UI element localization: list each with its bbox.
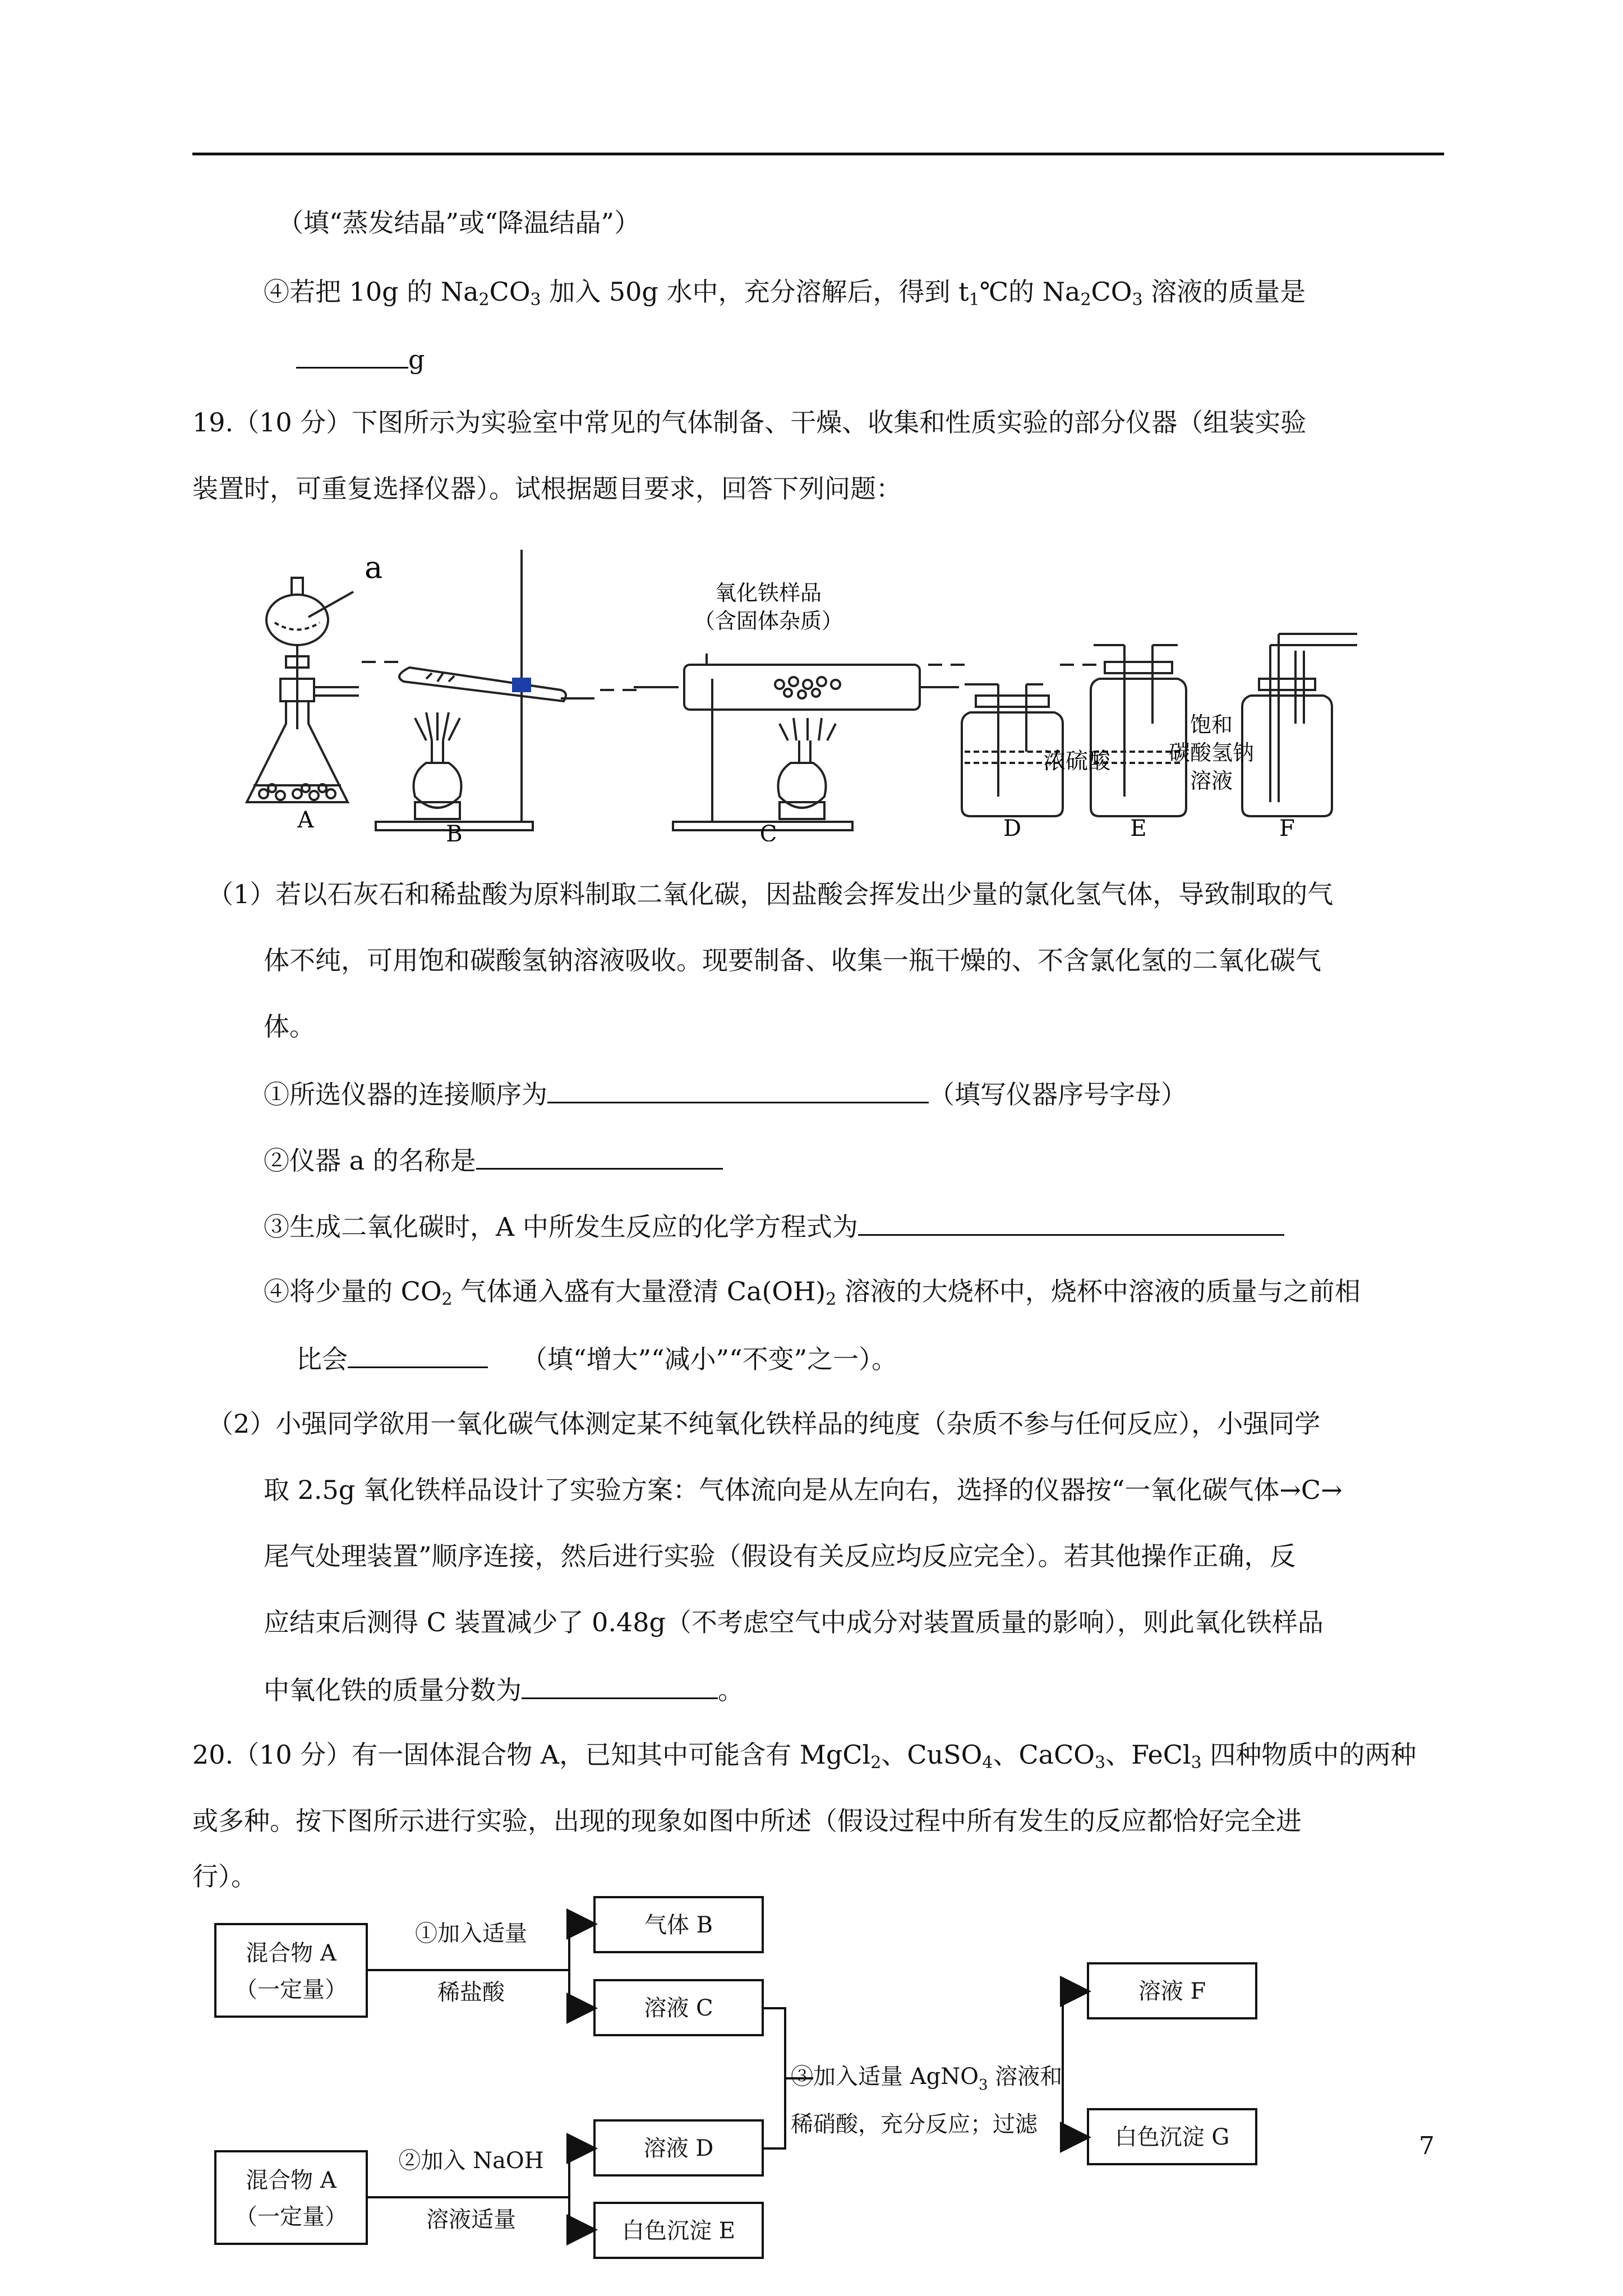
step2-label-a: ②加入 NaOH: [398, 2148, 544, 2174]
q19-p2-5: 中氧化铁的质量分数为 。: [264, 1672, 744, 1707]
apparatus-e-icon: [1091, 645, 1186, 816]
answer-blank[interactable]: [858, 1208, 1284, 1236]
bicarb-label-2: 碳酸氢钠: [1168, 740, 1255, 765]
bicarb-label-3: 溶液: [1189, 769, 1233, 793]
lab-apparatus-figure: [241, 539, 1419, 841]
apparatus-b-icon: [376, 550, 594, 830]
q19-s4-cont: 比会 （填“增大”“减小”“不变”之一）。: [296, 1341, 897, 1376]
q19-p2-4: 应结束后测得 C 装置减少了 0.48g（不考虑空气中成分对装置质量的影响），则此氧化铁样品: [264, 1607, 1324, 1637]
answer-blank[interactable]: [522, 1672, 718, 1699]
step1-label-b: 稀盐酸: [437, 1980, 505, 2005]
q19-s3: ③生成二氧化碳时，A 中所发生反应的化学方程式为: [264, 1208, 1284, 1244]
letter-e: E: [1130, 816, 1147, 841]
q19-s1: ①所选仪器的连接顺序为 （填写仪器序号字母）: [264, 1076, 1187, 1111]
apparatus-f-icon: [1242, 634, 1357, 816]
q19-p2-2: 取 2.5g 氧化铁样品设计了实验方案：气体流向是从左向右，选择的仪器按“一氧化碳气体→C→: [264, 1475, 1343, 1505]
q20-intro-3: 行）。: [192, 1861, 257, 1892]
page-number: 7: [1419, 2132, 1435, 2160]
q19-s4: ④将少量的 $CO_2$ 气体通入盛有大量澄清 $Ca(OH)_2$ 溶液的大烧杯中，烧杯中溶液的质量与之前相: [264, 1276, 1361, 1309]
q19-intro-2: 装置时，可重复选择仪器）。试根据题目要求，回答下列问题：: [192, 473, 902, 504]
solution-f-label: 溶液 F: [1138, 1978, 1206, 2004]
apparatus-c-icon: [634, 654, 959, 830]
box-mixture-a-1: [215, 1924, 367, 2017]
solution-c-label: 溶液 C: [644, 1995, 713, 2021]
solution-d-label: 溶液 D: [643, 2136, 714, 2161]
q20-intro-2: 或多种。按下图所示进行实验，出现的现象如图中所述（假设过程中所有发生的反应都恰好完全进: [192, 1806, 1302, 1836]
apparatus-a-icon: [247, 578, 359, 802]
precipitate-g-label: 白色沉淀 G: [1114, 2124, 1230, 2150]
letter-b: B: [446, 821, 463, 841]
step3-label-b: 稀硝酸，充分反应；过滤: [791, 2111, 1038, 2137]
mixture-a-2-amount: （一定量）: [235, 2204, 347, 2230]
header-rule: [192, 153, 1444, 155]
q19-s2: ②仪器 a 的名称是: [264, 1142, 723, 1177]
mixture-a-1-amount: （一定量）: [235, 1977, 347, 2003]
q18-answer-line: g: [296, 341, 425, 376]
flowchart: [208, 1885, 1329, 2277]
label-a: a: [365, 550, 383, 585]
answer-blank[interactable]: [476, 1142, 723, 1170]
bicarb-label-1: 饱和: [1189, 712, 1233, 737]
sample-label-2: （含固体杂质）: [693, 609, 843, 633]
answer-blank[interactable]: [296, 341, 408, 369]
q20-intro-1: 20.（10 分）有一固体混合物 A，已知其中可能含有 MgCl$_2$、CuSO$_4$、CaCO$_3$、FeCl$_3$ 四种物质中的两种: [192, 1740, 1417, 1773]
q19-p2-1: （2）小强同学欲用一氧化碳气体测定某不纯氧化铁样品的纯度（杂质不参与任何反应），小强同学: [208, 1409, 1321, 1439]
mixture-a-2-label: 混合物 A: [246, 2168, 336, 2193]
q19-intro-1: 19.（10 分）下图所示为实验室中常见的气体制备、干燥、收集和性质实验的部分仪器（组装实验: [192, 407, 1307, 438]
step2-label-b: 溶液适量: [426, 2207, 516, 2233]
answer-blank[interactable]: [348, 1341, 488, 1368]
q19-p1-1: （1）若以石灰石和稀盐酸为原料制取二氧化碳，因盐酸会挥发出少量的氯化氢气体，导致制取的气: [208, 879, 1334, 909]
acid-label: 浓硫酸: [1043, 748, 1110, 774]
letter-c: C: [759, 821, 777, 841]
precipitate-e-label: 白色沉淀 E: [622, 2218, 735, 2244]
q19-p1-2: 体不纯，可用饱和碳酸氢钠溶液吸收。现要制备、收集一瓶干燥的、不含氯化氢的二氧化碳气: [264, 945, 1321, 976]
sample-label-1: 氧化铁样品: [714, 581, 822, 605]
letter-a: A: [297, 807, 314, 833]
step1-label-a: ①加入适量: [415, 1921, 527, 1947]
letter-d: D: [1003, 816, 1022, 841]
step3-label-a: ③加入适量 AgNO$_3$ 溶液和: [791, 2064, 1063, 2093]
box-mixture-a-2: [215, 2151, 367, 2244]
q18-item4: ④若把 10g 的 $Na_2CO_3$ 加入 50g 水中，充分溶解后，得到 $t_1℃$的 $Na_2CO_3$ 溶液的质量是: [264, 277, 1306, 310]
q18-hint: （填“蒸发结晶”或“降温结晶”）: [278, 208, 640, 238]
letter-f: F: [1279, 816, 1295, 841]
answer-blank[interactable]: [547, 1076, 929, 1103]
mixture-a-1-label: 混合物 A: [246, 1940, 336, 1966]
q19-p1-3: 体。: [264, 1011, 315, 1042]
gas-b-label: 气体 B: [644, 1912, 713, 1938]
q19-p2-3: 尾气处理装置”顺序连接，然后进行实验（假设有关反应均反应完全）。若其他操作正确，反: [264, 1541, 1296, 1571]
